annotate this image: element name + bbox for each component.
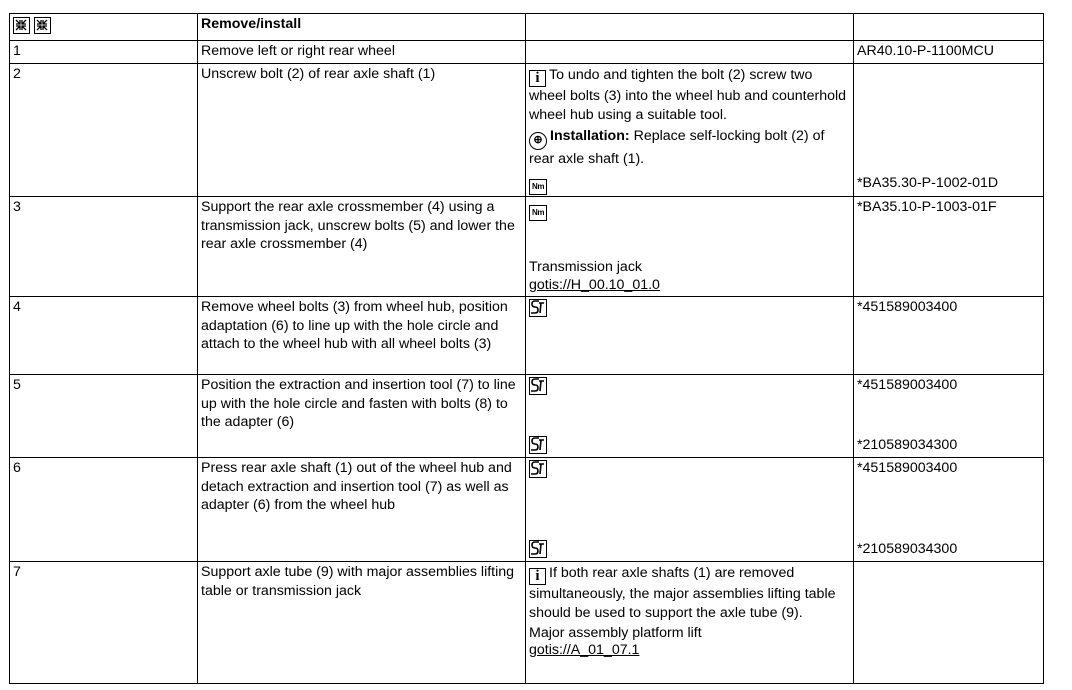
step-notes	[526, 197, 854, 297]
step-number: 6	[10, 458, 198, 562]
torque-nm-icon[interactable]: Nm	[529, 179, 547, 195]
step-notes	[526, 562, 854, 684]
table-row	[10, 375, 1044, 458]
reference-link[interactable]: *210589034300	[857, 437, 958, 454]
info-icon: i	[529, 70, 546, 87]
table-row	[10, 197, 1044, 297]
note-text: To undo and tighten the bolt (2) screw two wheel bolts (3) into the wheel hub and counterhold wheel hub using a suitable tool.	[529, 67, 847, 123]
step-notes	[526, 458, 854, 562]
special-tool-icon[interactable]	[529, 436, 547, 454]
special-tool-icon[interactable]	[529, 540, 547, 558]
reference-link[interactable]: AR40.10-P-1100MCU	[854, 41, 1044, 64]
collapse-symbol-icon	[34, 17, 51, 34]
step-number: 4	[10, 297, 198, 375]
special-tool-icon[interactable]	[529, 299, 547, 317]
reference-cell	[854, 64, 1044, 197]
step-notes	[526, 297, 854, 375]
expand-symbol-icon	[13, 17, 30, 34]
reference-link[interactable]: *BA35.30-P-1002-01D	[857, 175, 999, 192]
step-number: 5	[10, 375, 198, 458]
reference-link[interactable]: *451589003400	[854, 297, 1044, 375]
special-tool-icon[interactable]	[529, 377, 547, 395]
reference-link[interactable]: *BA35.10-P-1003-01F	[854, 197, 1044, 297]
step-text: Remove wheel bolts (3) from wheel hub, position adaptation (6) to line up with the hole circle and attach to the wheel hub with all wheel bolts (3)	[198, 297, 526, 375]
torque-nm-icon[interactable]: Nm	[529, 205, 547, 221]
reference-link[interactable]: *451589003400	[857, 460, 958, 476]
step-notes	[526, 64, 854, 197]
info-icon: i	[529, 568, 546, 585]
step-text: Unscrew bolt (2) of rear axle shaft (1)	[198, 64, 526, 197]
header-symbols-cell	[10, 14, 198, 41]
procedure-table	[9, 13, 1044, 684]
step-text: Press rear axle shaft (1) out of the wheel hub and detach extraction and insertion tool (7) as well as adapter (6) from the wheel hub	[198, 458, 526, 562]
step-text: Support the rear axle crossmember (4) using a transmission jack, unscrew bolts (5) and lower the rear axle crossmember (4)	[198, 197, 526, 297]
tool-link[interactable]: gotis://A_01_07.1	[529, 642, 640, 659]
reference-link[interactable]: *451589003400	[857, 377, 958, 393]
step-number: 1	[10, 41, 198, 64]
reference-cell	[854, 375, 1044, 458]
step-number: 2	[10, 64, 198, 197]
header-title: Remove/install	[198, 14, 526, 41]
step-text: Support axle tube (9) with major assemblies lifting table or transmission jack	[198, 562, 526, 684]
reference-link[interactable]: *210589034300	[857, 541, 958, 558]
tool-name: Major assembly platform lift	[529, 625, 702, 642]
header-empty-refs	[854, 14, 1044, 41]
tool-name: Transmission jack	[529, 259, 643, 275]
table-row	[10, 41, 1044, 64]
table-row	[10, 297, 1044, 375]
table-row	[10, 64, 1044, 197]
installation-label: Installation:	[550, 128, 630, 145]
installation-icon: ⊕	[529, 132, 547, 150]
table-header-row	[10, 14, 1044, 41]
step-notes	[526, 375, 854, 458]
tool-link[interactable]: gotis://H_00.10_01.0	[529, 277, 660, 293]
step-number: 7	[10, 562, 198, 684]
step-text: Position the extraction and insertion tool (7) to line up with the hole circle and fasten with bolts (8) to the adapter (6)	[198, 375, 526, 458]
reference-cell	[854, 562, 1044, 684]
step-notes	[526, 41, 854, 64]
table-row	[10, 562, 1044, 684]
step-number: 3	[10, 197, 198, 297]
installation-text: Replace self-locking bolt (2) of rear axle shaft (1).	[529, 128, 825, 168]
special-tool-icon[interactable]	[529, 460, 547, 478]
note-text: If both rear axle shafts (1) are removed simultaneously, the major assemblies lifting table should be used to support the axle tube (9).	[529, 565, 836, 621]
header-empty-notes	[526, 14, 854, 41]
table-row	[10, 458, 1044, 562]
reference-cell	[854, 458, 1044, 562]
step-text: Remove left or right rear wheel	[198, 41, 526, 64]
